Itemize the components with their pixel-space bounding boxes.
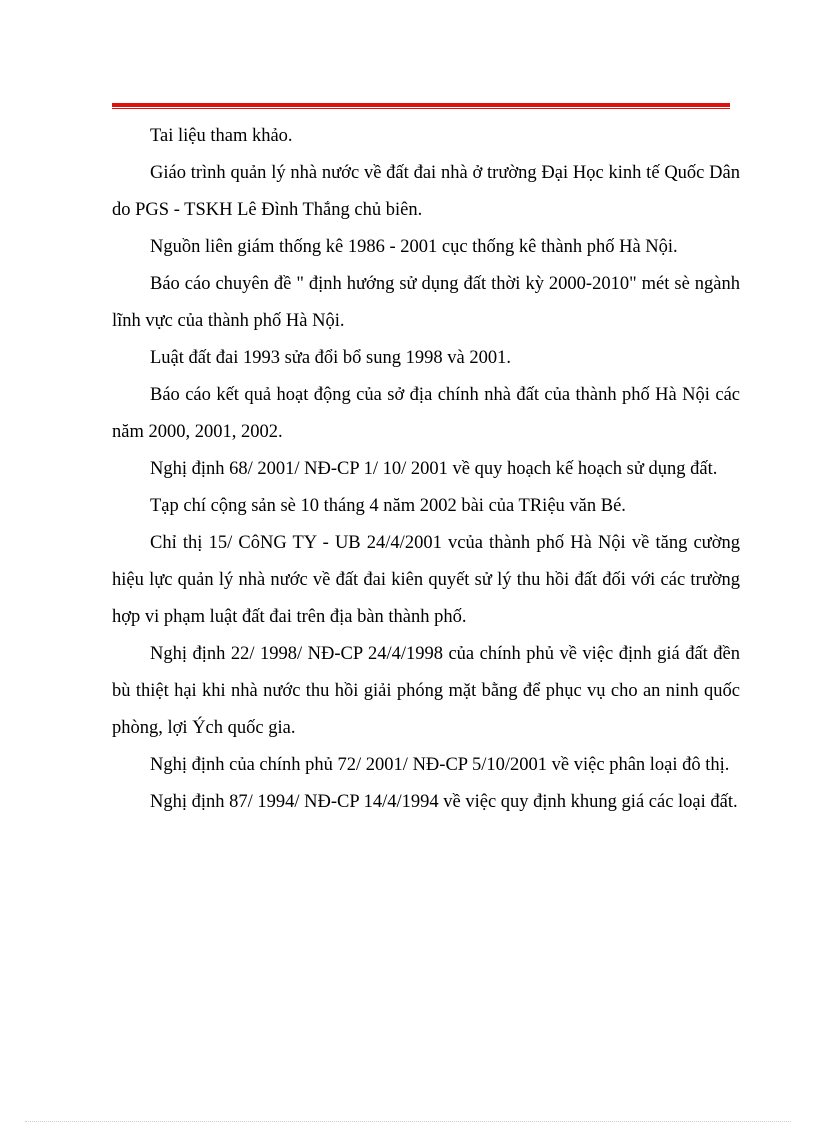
reference-item: Giáo trình quản lý nhà nước về đất đai nhà ở trường Đại Học kinh tế Quốc Dân do PGS - TSKH Lê Đình Thắng chủ biên. xyxy=(112,163,740,220)
reference-item: Nghị định 22/ 1998/ NĐ-CP 24/4/1998 của chính phủ về việc định giá đất đền bù thiệt hại khi nhà nước thu hồi giải phóng mặt bằng để phục vụ cho an ninh quốc phòng, lợi Ých quốc gia. xyxy=(112,644,740,738)
reference-item: Báo cáo chuyên đề " định hướng sử dụng đất thời kỳ 2000-2010" mét sè ngành lĩnh vực của thành phố Hà Nội. xyxy=(112,274,740,331)
header-red-rule xyxy=(112,103,730,109)
reference-item: Luật đất đai 1993 sửa đổi bổ sung 1998 và 2001. xyxy=(150,348,511,368)
reference-item: Tạp chí cộng sản sè 10 tháng 4 năm 2002 bài của TRiệu văn Bé. xyxy=(150,496,626,516)
reference-item: Nghị định của chính phủ 72/ 2001/ NĐ-CP 5/10/2001 về việc phân loại đô thị. xyxy=(150,755,730,775)
header-rule-thick xyxy=(112,103,730,107)
reference-item: Báo cáo kết quả hoạt động của sở địa chính nhà đất của thành phố Hà Nội các năm 2000, 2001, 2002. xyxy=(112,385,740,442)
reference-item: Chỉ thị 15/ CôNG TY - UB 24/4/2001 vcủa thành phố Hà Nội về tăng cường hiệu lực quản lý nhà nước về đất đai kiên quyết sử lý thu hồi đất đối với các trường hợp vi phạm luật đất đai trên địa bàn thành phố. xyxy=(112,533,740,627)
reference-list xyxy=(112,118,740,821)
header-rule-thin xyxy=(112,108,730,109)
reference-item: Nghị định 68/ 2001/ NĐ-CP 1/ 10/ 2001 về quy hoạch kế hoạch sử dụng đất. xyxy=(150,459,718,479)
reference-item: Nguồn liên giám thống kê 1986 - 2001 cục thống kê thành phố Hà Nội. xyxy=(150,237,678,257)
footer-dotted-rule xyxy=(25,1121,791,1122)
reference-item: Nghị định 87/ 1994/ NĐ-CP 14/4/1994 về việc quy định khung giá các loại đất. xyxy=(150,792,738,812)
references-heading: Tai liệu tham khảo. xyxy=(150,126,293,146)
